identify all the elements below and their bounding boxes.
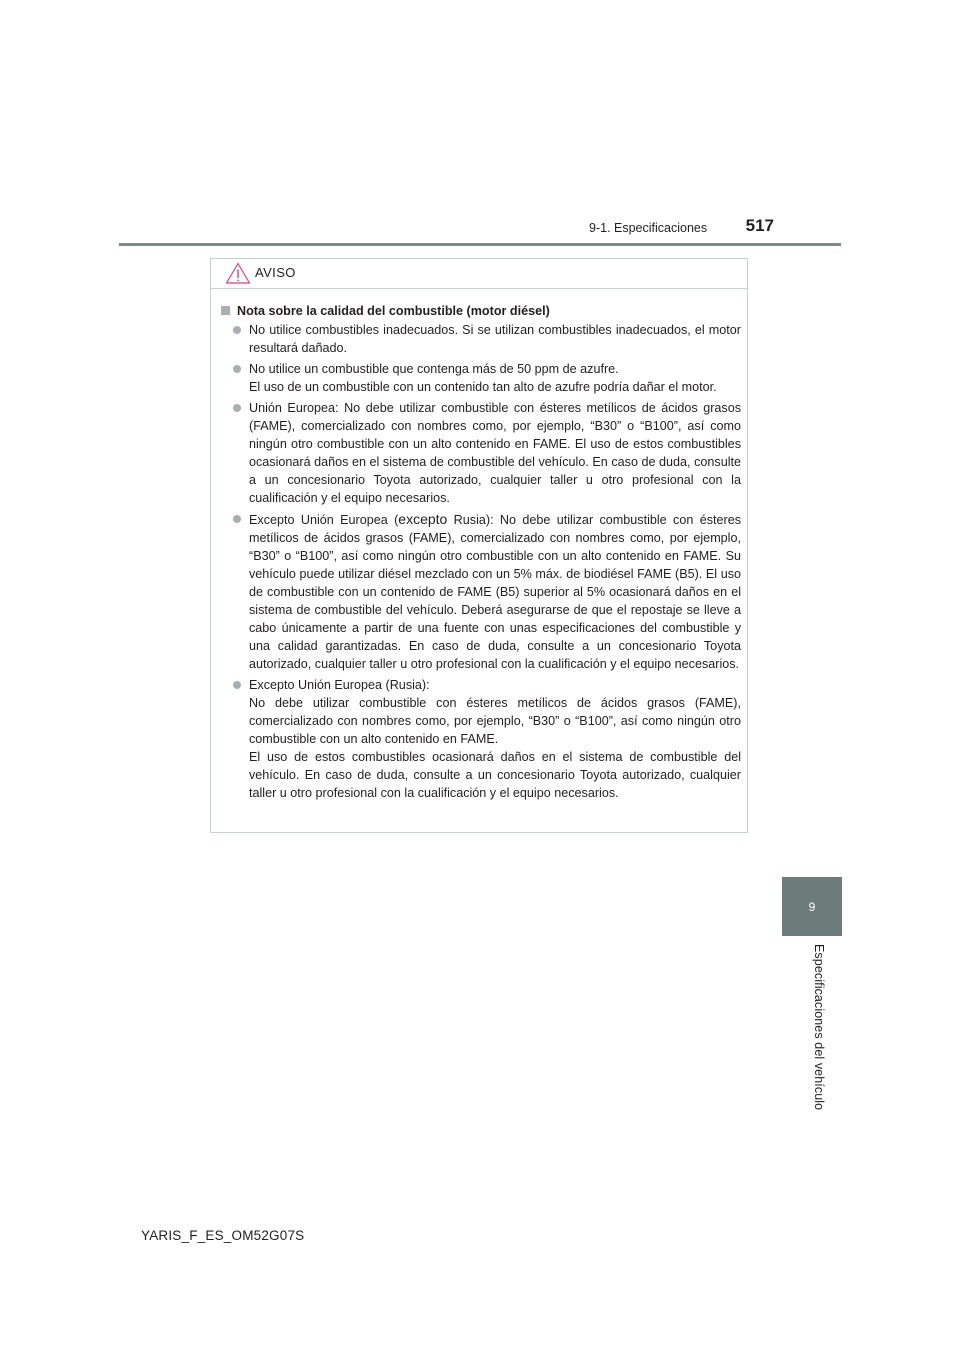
bullet-line: El uso de estos combustibles ocasionará daños en el sistema de combustible del vehículo. En caso de duda, consulte a un concesionario Toyota autorizado, cualquier taller u otro profesional con la cualificación y el equipo necesarios. [249,750,741,800]
list-item [220,321,741,357]
list-item [220,510,741,673]
bullet-dot-icon [233,365,241,373]
bullet-line: El uso de un combustible con un contenido tan alto de azufre podría dañar el motor. [249,380,717,394]
warning-header [211,259,747,289]
bullet-prefix: Excepto Unión Europea ( [249,513,399,527]
bullet-line: No debe utilizar combustible con ésteres metílicos de ácidos grasos (FAME), comercializado con nombres como, por ejemplo, “B30” o “B100”, así como ningún otro combustible con un alto contenido en FAME. [249,696,741,746]
document-code: YARIS_F_ES_OM52G07S [141,1228,305,1243]
page-number: 517 [745,216,774,235]
bullet-text [249,676,741,802]
chapter-number: 9 [808,899,816,914]
chapter-title: Especificaciones del vehículo [812,944,826,1111]
header-section-title: 9-1. Especificaciones [589,221,708,235]
list-item [220,676,741,802]
warning-triangle-icon [225,262,251,284]
square-bullet-icon [221,306,230,315]
chapter-side-label [812,944,830,1124]
topic-heading-text: Nota sobre la calidad del combustible (motor diésel) [237,304,550,318]
header-rule [119,243,841,246]
bullet-dot-icon [233,326,241,334]
bullet-text: Unión Europea: No debe utilizar combustible con ésteres metílicos de ácidos grasos (FAME), comercializado con nombres como, por ejemplo, “B30” o “B100”, así como ningún otro combustible con un alto contenido en FAME. El uso de estos combustibles ocasionará daños en el sistema de combustible del vehículo. En caso de duda, consulte a un concesionario Toyota autorizado, cualquier taller u otro profesional con la cualificación y el equipo necesarios. [249,401,741,505]
bullet-dot-icon [233,515,241,523]
warning-body [211,289,747,802]
topic-heading [220,302,741,320]
list-item [220,360,741,396]
bullet-emphasis: excepto [398,511,448,527]
bullet-text: No utilice combustibles inadecuados. Si se utilizan combustibles inadecuados, el motor resultará dañado. [249,323,741,355]
bullet-line: No utilice un combustible que contenga más de 50 ppm de azufre. [249,362,619,376]
bullet-rest: Rusia): No debe utilizar combustible con ésteres metílicos de ácidos grasos (FAME), comercializado con nombres como, por ejemplo, “B30” o “B100”, así como ningún otro combustible con un alto contenido en FAME. Su vehículo puede utilizar diésel mezclado con un 5% máx. de biodiésel FAME (B5). El uso de combustible con un contenido de FAME (B5) superior al 5% ocasionará daños en el sistema de combustible del vehículo. Deberá asegurarse de que el repostaje se lleve a cabo únicamente a partir de una fuente con unas especificaciones del combustible y una calidad garantizadas. En caso de duda, consulte a un concesionario Toyota autorizado, cualquier taller u otro profesional con la cualificación y el equipo necesarios. [249,513,741,671]
bullet-dot-icon [233,404,241,412]
bullet-text [249,360,741,396]
bullet-line: Excepto Unión Europea (Rusia): [249,678,430,692]
bullet-text [249,510,741,673]
warning-title: AVISO [255,265,296,280]
warning-box [210,258,748,833]
list-item [220,399,741,507]
bullet-dot-icon [233,681,241,689]
chapter-tab [782,877,842,936]
